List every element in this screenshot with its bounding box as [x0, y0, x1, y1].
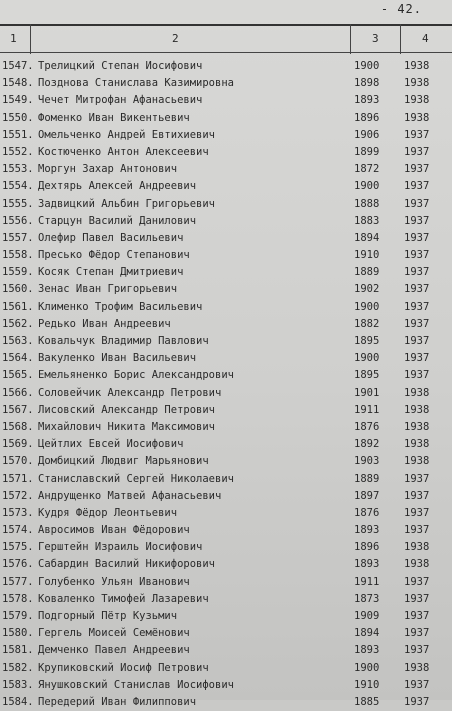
- birth-year: 1911: [354, 403, 380, 416]
- person-name: Зенас Иван Григорьевич: [38, 283, 178, 296]
- row-number: 1578.: [2, 592, 34, 605]
- person-name: Домбицкий Людвиг Марьянович: [38, 455, 209, 468]
- table-row: [0, 608, 452, 625]
- record-year: 1937: [404, 524, 430, 537]
- row-number: 1577.: [2, 575, 34, 588]
- birth-year: 1900: [354, 352, 380, 365]
- row-number: 1548.: [2, 77, 34, 90]
- table-row: [0, 127, 452, 144]
- birth-year: 1900: [354, 661, 380, 674]
- birth-year: 1901: [354, 386, 380, 399]
- record-year: 1937: [404, 472, 430, 485]
- person-name: Трелицкий Степан Иосифович: [38, 60, 203, 72]
- row-number: 1564.: [2, 352, 34, 365]
- person-name: Авросимов Иван Фёдорович: [38, 524, 190, 537]
- record-year: 1937: [404, 369, 430, 382]
- table-row: [0, 488, 452, 505]
- person-name: Кудря Фёдор Леонтьевич: [38, 506, 178, 519]
- record-year: 1938: [404, 661, 430, 674]
- record-year: 1938: [404, 420, 430, 433]
- birth-year: 1893: [354, 94, 380, 107]
- record-year: 1937: [404, 163, 430, 176]
- birth-year: 1892: [354, 438, 380, 451]
- table-row: [0, 694, 452, 711]
- birth-year: 1876: [354, 420, 380, 433]
- column-divider: [30, 24, 31, 54]
- row-number: 1560.: [2, 283, 34, 296]
- table-row: [0, 196, 452, 213]
- person-name: Чечет Митрофан Афанасьевич: [38, 94, 203, 107]
- birth-year: 1889: [354, 472, 380, 485]
- birth-year: 1894: [354, 627, 380, 640]
- row-number: 1559.: [2, 266, 34, 279]
- record-year: 1937: [404, 300, 430, 313]
- table-row: [0, 161, 452, 178]
- column-divider: [350, 24, 351, 54]
- birth-year: 1896: [354, 541, 380, 554]
- column-divider: [400, 24, 401, 54]
- table-row: [0, 281, 452, 298]
- record-year: 1938: [404, 77, 430, 90]
- row-number: 1568.: [2, 420, 34, 433]
- row-number: 1573.: [2, 506, 34, 519]
- person-name: Передерий Иван Филиппович: [38, 695, 197, 708]
- person-name: Ковальчук Владимир Павлович: [38, 335, 209, 347]
- record-year: 1937: [404, 627, 430, 640]
- record-year: 1938: [404, 386, 430, 399]
- person-name: Олефир Павел Васильевич: [38, 231, 184, 244]
- row-number: 1549.: [2, 94, 34, 107]
- record-year: 1937: [404, 197, 430, 210]
- birth-year: 1882: [354, 317, 380, 330]
- header-col-1: 1: [10, 32, 17, 45]
- person-name: Редько Иван Андреевич: [38, 317, 171, 330]
- row-number: 1557.: [2, 231, 34, 244]
- record-year: 1937: [404, 180, 430, 193]
- record-year: 1937: [404, 695, 430, 708]
- person-name: Янушковский Станислав Иосифович: [38, 678, 234, 691]
- table-row: [0, 453, 452, 470]
- record-year: 1937: [404, 610, 430, 622]
- record-year: 1937: [404, 644, 430, 657]
- row-number: 1554.: [2, 180, 34, 193]
- row-number: 1580.: [2, 627, 34, 640]
- record-year: 1938: [404, 455, 430, 468]
- row-number: 1569.: [2, 438, 34, 451]
- birth-year: 1896: [354, 111, 380, 124]
- person-name: Гергель Моисей Семёнович: [38, 627, 190, 640]
- table-top-rule: [0, 24, 452, 26]
- person-name: Пресько Фёдор Степанович: [38, 249, 190, 262]
- birth-year: 1910: [354, 678, 380, 691]
- person-name: Клименко Трофим Васильевич: [38, 300, 203, 313]
- row-number: 1551.: [2, 128, 34, 141]
- person-name: Лисовский Александр Петрович: [38, 403, 216, 416]
- birth-year: 1900: [354, 300, 380, 313]
- person-name: Андрущенко Матвей Афанасьевич: [38, 489, 222, 502]
- table-row: [0, 350, 452, 367]
- table-row: [0, 264, 452, 281]
- birth-year: 1900: [354, 60, 380, 72]
- person-name: Голубенко Ульян Иванович: [38, 575, 190, 588]
- birth-year: 1889: [354, 266, 380, 279]
- row-number: 1583.: [2, 678, 34, 691]
- row-number: 1556.: [2, 214, 34, 227]
- row-number: 1584.: [2, 695, 34, 708]
- birth-year: 1893: [354, 558, 380, 571]
- person-name: Дехтярь Алексей Андреевич: [38, 180, 197, 193]
- table-row: [0, 402, 452, 419]
- row-number: 1571.: [2, 472, 34, 485]
- record-year: 1937: [404, 506, 430, 519]
- birth-year: 1906: [354, 128, 380, 141]
- table-row: [0, 591, 452, 608]
- row-number: 1576.: [2, 558, 34, 571]
- row-number: 1581.: [2, 644, 34, 657]
- person-name: Моргун Захар Антонович: [38, 163, 178, 176]
- header-col-3: 3: [372, 32, 379, 45]
- row-number: 1566.: [2, 386, 34, 399]
- table-row: [0, 419, 452, 436]
- record-year: 1937: [404, 128, 430, 141]
- record-year: 1937: [404, 489, 430, 502]
- person-name: Подгорный Пётр Кузьмич: [38, 610, 178, 622]
- table-row: [0, 316, 452, 333]
- birth-year: 1872: [354, 163, 380, 176]
- birth-year: 1910: [354, 249, 380, 262]
- row-number: 1562.: [2, 317, 34, 330]
- record-year: 1938: [404, 60, 430, 72]
- row-number: 1565.: [2, 369, 34, 382]
- header-bottom-rule: [0, 52, 452, 53]
- record-year: 1937: [404, 214, 430, 227]
- birth-year: 1903: [354, 455, 380, 468]
- table-row: [0, 144, 452, 161]
- birth-year: 1893: [354, 644, 380, 657]
- table-row: [0, 110, 452, 127]
- row-number: 1550.: [2, 111, 34, 124]
- birth-year: 1900: [354, 180, 380, 193]
- record-year: 1937: [404, 231, 430, 244]
- person-name: Крупиковский Иосиф Петрович: [38, 661, 209, 674]
- table-row: [0, 385, 452, 402]
- record-year: 1938: [404, 438, 430, 451]
- birth-year: 1873: [354, 592, 380, 605]
- table-row: [0, 58, 452, 75]
- birth-year: 1883: [354, 214, 380, 227]
- row-number: 1574.: [2, 524, 34, 537]
- row-number: 1579.: [2, 610, 34, 622]
- table-row: [0, 471, 452, 488]
- table-row: [0, 75, 452, 92]
- birth-year: 1888: [354, 197, 380, 210]
- birth-year: 1899: [354, 145, 380, 158]
- birth-year: 1897: [354, 489, 380, 502]
- record-year: 1937: [404, 266, 430, 279]
- row-number: 1563.: [2, 335, 34, 347]
- record-year: 1937: [404, 317, 430, 330]
- birth-year: 1893: [354, 524, 380, 537]
- table-row: [0, 299, 452, 316]
- table-row: [0, 522, 452, 539]
- birth-year: 1909: [354, 610, 380, 622]
- row-number: 1552.: [2, 145, 34, 158]
- header-col-2: 2: [172, 32, 179, 45]
- person-name: Станиславский Сергей Николаевич: [38, 472, 234, 485]
- birth-year: 1895: [354, 369, 380, 382]
- person-name: Вакуленко Иван Васильевич: [38, 352, 197, 365]
- table-row: [0, 539, 452, 556]
- birth-year: 1902: [354, 283, 380, 296]
- table-row: [0, 436, 452, 453]
- person-name: Сабардин Василий Никифорович: [38, 558, 216, 571]
- record-year: 1937: [404, 592, 430, 605]
- table-row: [0, 625, 452, 642]
- record-year: 1937: [404, 335, 430, 347]
- record-year: 1937: [404, 678, 430, 691]
- person-name: Демченко Павел Андреевич: [38, 644, 190, 657]
- person-name: Омельченко Андрей Евтихиевич: [38, 128, 216, 141]
- person-name: Задвицкий Альбин Григорьевич: [38, 197, 216, 210]
- table-row: [0, 92, 452, 109]
- birth-year: 1911: [354, 575, 380, 588]
- table-row: [0, 230, 452, 247]
- record-year: 1938: [404, 111, 430, 124]
- birth-year: 1876: [354, 506, 380, 519]
- table-row: [0, 333, 452, 350]
- record-year: 1937: [404, 249, 430, 262]
- record-year: 1938: [404, 403, 430, 416]
- birth-year: 1885: [354, 695, 380, 708]
- person-name: Герштейн Израиль Иосифович: [38, 541, 203, 554]
- birth-year: 1894: [354, 231, 380, 244]
- birth-year: 1895: [354, 335, 380, 347]
- record-year: 1937: [404, 145, 430, 158]
- table-row: [0, 574, 452, 591]
- table-row: [0, 677, 452, 694]
- person-name: Емельяненко Борис Александрович: [38, 369, 234, 382]
- person-name: Соловейчик Александр Петрович: [38, 386, 222, 399]
- row-number: 1570.: [2, 455, 34, 468]
- record-year: 1937: [404, 352, 430, 365]
- birth-year: 1898: [354, 77, 380, 90]
- person-name: Фоменко Иван Викентьевич: [38, 111, 190, 124]
- person-name: Коваленко Тимофей Лазаревич: [38, 592, 209, 605]
- record-year: 1937: [404, 575, 430, 588]
- page-number: - 42.: [380, 2, 422, 16]
- row-number: 1555.: [2, 197, 34, 210]
- row-number: 1575.: [2, 541, 34, 554]
- row-number: 1572.: [2, 489, 34, 502]
- row-number: 1558.: [2, 249, 34, 262]
- record-year: 1938: [404, 94, 430, 107]
- record-year: 1937: [404, 283, 430, 296]
- person-name: Михайлович Никита Максимович: [38, 420, 216, 433]
- header-col-4: 4: [422, 32, 429, 45]
- table-row: [0, 178, 452, 195]
- record-year: 1938: [404, 541, 430, 554]
- person-name: Косяк Степан Дмитриевич: [38, 266, 184, 279]
- row-number: 1567.: [2, 403, 34, 416]
- row-number: 1553.: [2, 163, 34, 176]
- row-number: 1582.: [2, 661, 34, 674]
- table-row: [0, 213, 452, 230]
- table-row: [0, 247, 452, 264]
- person-name: Костюченко Антон Алексеевич: [38, 145, 209, 158]
- record-year: 1938: [404, 558, 430, 571]
- table-row: [0, 556, 452, 573]
- row-number: 1561.: [2, 300, 34, 313]
- table-row: [0, 642, 452, 659]
- table-body: [0, 58, 452, 711]
- person-name: Позднова Станислава Казимировна: [38, 77, 234, 90]
- table-row: [0, 505, 452, 522]
- table-row: [0, 367, 452, 384]
- person-name: Цейтлих Евсей Иосифович: [38, 438, 184, 451]
- row-number: 1547.: [2, 60, 34, 72]
- table-row: [0, 660, 452, 677]
- person-name: Старцун Василий Данилович: [38, 214, 197, 227]
